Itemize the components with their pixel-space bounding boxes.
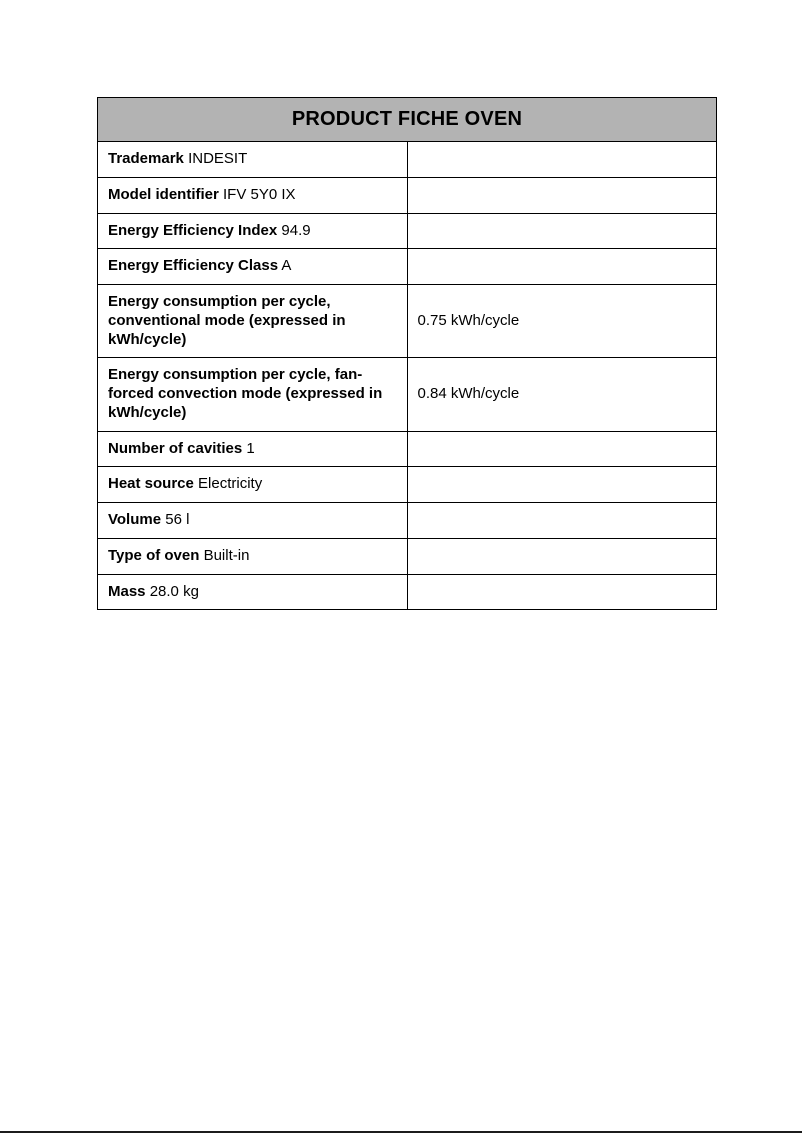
spec-text: 56 l: [165, 511, 190, 528]
spec-label: Energy Efficiency Index: [108, 221, 278, 239]
value-cell: 0.75 kWh/cycle: [407, 285, 717, 358]
table-row: [98, 574, 717, 610]
spec-cell: [98, 213, 408, 249]
spec-text: INDESIT: [188, 150, 248, 167]
value-cell: [407, 574, 717, 610]
spec-label: Volume: [108, 511, 162, 528]
spec-text: 1: [246, 439, 255, 457]
spec-text: 28.0 kg: [149, 582, 199, 600]
spec-label: Type of oven: [108, 546, 200, 564]
spec-cell: [98, 285, 408, 358]
spec-text: Electricity: [198, 475, 263, 493]
spec-label: Model identifier: [108, 185, 219, 203]
spec-label: Energy consumption per cycle, fan-forced convection mode (expressed in kWh/cycle): [108, 366, 383, 421]
table-row: [98, 358, 717, 431]
spec-cell: [98, 358, 408, 431]
product-fiche-table: [97, 97, 717, 610]
table-row: [98, 285, 717, 358]
value-cell: [407, 538, 717, 574]
page-title: PRODUCT FICHE OVEN: [98, 98, 717, 142]
spec-cell: [98, 142, 408, 178]
value-cell: [407, 249, 717, 285]
table-row: [98, 538, 717, 574]
spec-cell: [98, 467, 408, 503]
table-row: [98, 249, 717, 285]
spec-cell: [98, 249, 408, 285]
table-row: [98, 467, 717, 503]
spec-label: Trademark: [108, 150, 184, 167]
spec-text: A: [281, 257, 292, 275]
page-bottom-rule: [0, 1131, 802, 1133]
table-header-row: [98, 98, 717, 142]
spec-label: Energy Efficiency Class: [108, 257, 279, 275]
spec-cell: [98, 177, 408, 213]
table-row: [98, 503, 717, 539]
value-cell: [407, 177, 717, 213]
spec-cell: [98, 431, 408, 467]
spec-text: IFV 5Y0 IX: [223, 185, 296, 203]
spec-cell: [98, 574, 408, 610]
spec-cell: [98, 538, 408, 574]
table-row: [98, 142, 717, 178]
spec-text: Built-in: [203, 546, 250, 564]
table-row: [98, 213, 717, 249]
value-cell: [407, 142, 717, 178]
spec-label: Number of cavities: [108, 439, 243, 457]
spec-label: Mass: [108, 582, 146, 600]
spec-label: Heat source: [108, 475, 194, 493]
value-cell: 0.84 kWh/cycle: [407, 358, 717, 431]
spec-label: Energy consumption per cycle, conventional mode (expressed in kWh/cycle): [108, 293, 346, 348]
table-row: [98, 177, 717, 213]
value-cell: [407, 467, 717, 503]
value-cell: [407, 503, 717, 539]
value-cell: [407, 213, 717, 249]
table-row: [98, 431, 717, 467]
spec-cell: [98, 503, 408, 539]
value-cell: [407, 431, 717, 467]
spec-text: 94.9: [281, 221, 311, 239]
